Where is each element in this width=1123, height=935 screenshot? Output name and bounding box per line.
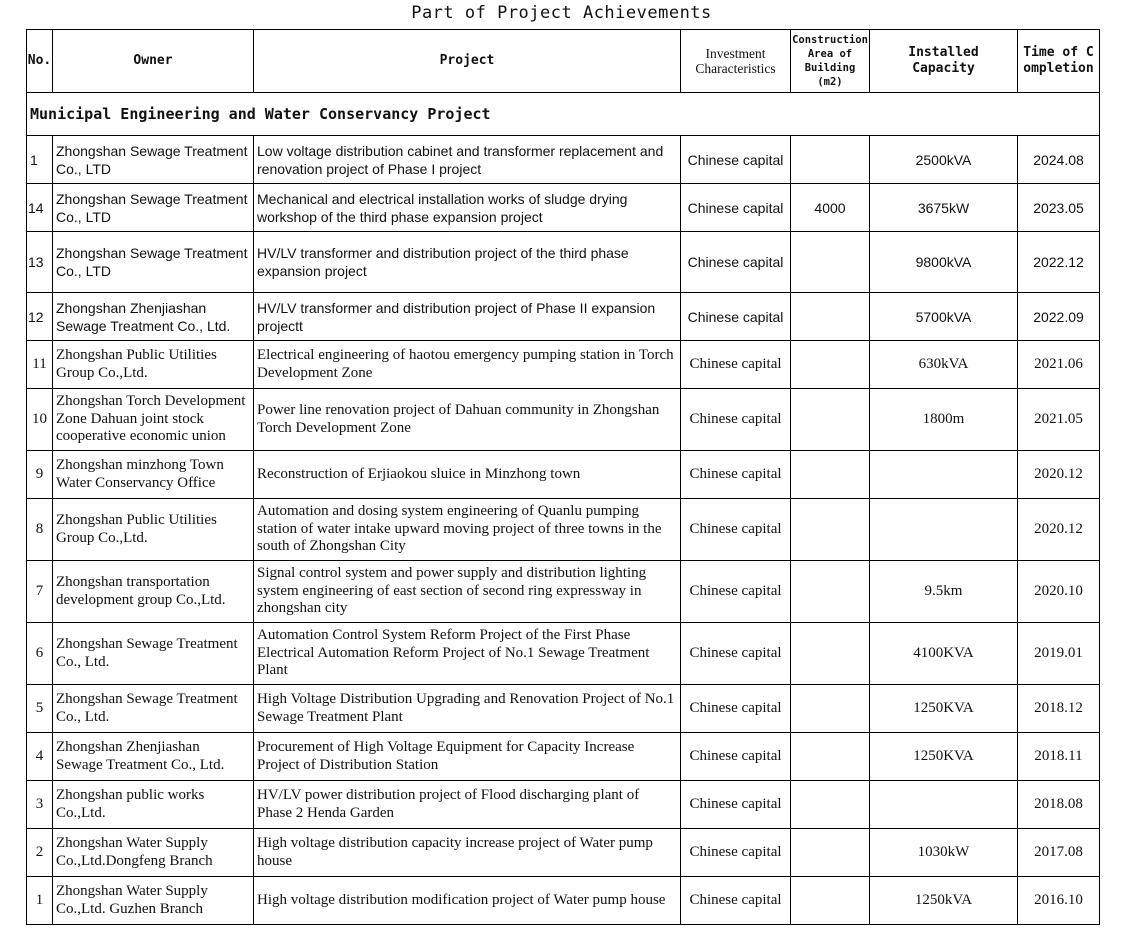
table-row [27,184,1100,232]
cell-owner: Zhongshan Sewage Treatment Co., LTD [53,136,254,184]
cell-owner: Zhongshan Public Utilities Group Co.,Ltd. [53,341,254,389]
header-project: Project [254,30,681,93]
cell-area [791,733,870,781]
cell-investment: Chinese capital [681,829,791,877]
cell-capacity: 4100KVA [870,623,1018,685]
table-row [27,136,1100,184]
cell-investment: Chinese capital [681,561,791,623]
table-header [27,30,1100,93]
cell-owner: Zhongshan transportation development group Co.,Ltd. [53,561,254,623]
cell-project: High voltage distribution capacity increase project of Water pump house [254,829,681,877]
cell-owner: Zhongshan Water Supply Co.,Ltd.Dongfeng Branch [53,829,254,877]
cell-area [791,232,870,293]
cell-time: 2022.12 [1018,232,1100,293]
cell-investment: Chinese capital [681,733,791,781]
table-row [27,781,1100,829]
header-area: Construction Area of Building (m2) [791,30,870,93]
cell-no: 1 [27,877,53,925]
cell-time: 2021.05 [1018,389,1100,451]
cell-capacity: 2500kVA [870,136,1018,184]
cell-investment: Chinese capital [681,389,791,451]
cell-investment: Chinese capital [681,232,791,293]
cell-time: 2019.01 [1018,623,1100,685]
table-row [27,499,1100,561]
cell-capacity: 5700kVA [870,293,1018,341]
cell-owner: Zhongshan public works Co.,Ltd. [53,781,254,829]
cell-time: 2024.08 [1018,136,1100,184]
cell-area [791,341,870,389]
cell-project: Mechanical and electrical installation works of sludge drying workshop of the third phase expansion project [254,184,681,232]
cell-investment: Chinese capital [681,293,791,341]
cell-capacity [870,451,1018,499]
section-title: Municipal Engineering and Water Conservancy Project [27,93,1100,136]
cell-owner: Zhongshan Public Utilities Group Co.,Ltd. [53,499,254,561]
table-row [27,341,1100,389]
cell-project: High Voltage Distribution Upgrading and Renovation Project of No.1 Sewage Treatment Plant [254,685,681,733]
cell-area [791,451,870,499]
cell-owner: Zhongshan Sewage Treatment Co., LTD [53,232,254,293]
cell-capacity: 1250kVA [870,877,1018,925]
page-title: Part of Project Achievements [411,3,712,23]
cell-no: 4 [27,733,53,781]
cell-area [791,561,870,623]
cell-project: Electrical engineering of haotou emergency pumping station in Torch Development Zone [254,341,681,389]
cell-area [791,293,870,341]
cell-project: Automation and dosing system engineering of Quanlu pumping station of water intake upward moving project of three towns in the south of Zhongshan City [254,499,681,561]
cell-no: 12 [27,293,53,341]
cell-owner: Zhongshan minzhong Town Water Conservancy Office [53,451,254,499]
cell-no: 2 [27,829,53,877]
cell-project: HV/LV transformer and distribution project of Phase II expansion projectt [254,293,681,341]
header-completion: Time of Completion [1018,30,1100,93]
cell-investment: Chinese capital [681,877,791,925]
cell-investment: Chinese capital [681,451,791,499]
cell-no: 11 [27,341,53,389]
cell-no: 10 [27,389,53,451]
cell-area: 4000 [791,184,870,232]
cell-investment: Chinese capital [681,184,791,232]
table-row [27,232,1100,293]
table-row [27,561,1100,623]
cell-time: 2018.11 [1018,733,1100,781]
table-row [27,389,1100,451]
cell-capacity: 9.5km [870,561,1018,623]
header-investment: Investment Characteristics [681,30,791,93]
cell-project: Signal control system and power supply and distribution lighting system engineering of east section of second ring expressway in zhongshan city [254,561,681,623]
cell-time: 2020.10 [1018,561,1100,623]
cell-area [791,389,870,451]
cell-area [791,685,870,733]
cell-owner: Zhongshan Sewage Treatment Co., Ltd. [53,623,254,685]
cell-time: 2018.12 [1018,685,1100,733]
cell-capacity: 1250KVA [870,733,1018,781]
cell-capacity: 3675kW [870,184,1018,232]
cell-investment: Chinese capital [681,781,791,829]
cell-capacity: 1800m [870,389,1018,451]
header-owner: Owner [53,30,254,93]
cell-time: 2023.05 [1018,184,1100,232]
cell-no: 6 [27,623,53,685]
cell-no: 8 [27,499,53,561]
table-row [27,733,1100,781]
cell-time: 2020.12 [1018,499,1100,561]
achievements-table [26,29,1100,925]
table-row [27,829,1100,877]
header-capacity: Installed Capacity [870,30,1018,93]
cell-owner: Zhongshan Torch Development Zone Dahuan joint stock cooperative economic union [53,389,254,451]
cell-project: High voltage distribution modification project of Water pump house [254,877,681,925]
cell-investment: Chinese capital [681,136,791,184]
cell-capacity [870,781,1018,829]
cell-project: Power line renovation project of Dahuan community in Zhongshan Torch Development Zone [254,389,681,451]
cell-owner: Zhongshan Sewage Treatment Co., LTD [53,184,254,232]
cell-owner: Zhongshan Water Supply Co.,Ltd. Guzhen Branch [53,877,254,925]
cell-investment: Chinese capital [681,499,791,561]
cell-owner: Zhongshan Zhenjiashan Sewage Treatment Co., Ltd. [53,733,254,781]
table-row [27,623,1100,685]
cell-capacity [870,499,1018,561]
cell-project: Procurement of High Voltage Equipment for Capacity Increase Project of Distribution Station [254,733,681,781]
cell-no: 14 [27,184,53,232]
cell-investment: Chinese capital [681,623,791,685]
cell-time: 2021.06 [1018,341,1100,389]
cell-time: 2022.09 [1018,293,1100,341]
table-row [27,685,1100,733]
cell-no: 7 [27,561,53,623]
cell-time: 2018.08 [1018,781,1100,829]
cell-no: 9 [27,451,53,499]
cell-investment: Chinese capital [681,685,791,733]
table-row [27,877,1100,925]
cell-project: Automation Control System Reform Project of the First Phase Electrical Automation Reform Project of No.1 Sewage Treatment Plant [254,623,681,685]
table-row [27,451,1100,499]
cell-project: Reconstruction of Erjiaokou sluice in Minzhong town [254,451,681,499]
table-body [27,93,1100,925]
cell-no: 1 [27,136,53,184]
cell-area [791,623,870,685]
cell-owner: Zhongshan Zhenjiashan Sewage Treatment Co., Ltd. [53,293,254,341]
cell-time: 2017.08 [1018,829,1100,877]
cell-area [791,499,870,561]
cell-project: HV/LV power distribution project of Flood discharging plant of Phase 2 Henda Garden [254,781,681,829]
cell-area [791,877,870,925]
cell-no: 13 [27,232,53,293]
cell-area [791,136,870,184]
cell-no: 3 [27,781,53,829]
cell-capacity: 9800kVA [870,232,1018,293]
table-row [27,293,1100,341]
cell-no: 5 [27,685,53,733]
cell-investment: Chinese capital [681,341,791,389]
cell-project: HV/LV transformer and distribution project of the third phase expansion project [254,232,681,293]
cell-capacity: 1030kW [870,829,1018,877]
header-no: No. [27,30,53,93]
cell-owner: Zhongshan Sewage Treatment Co., Ltd. [53,685,254,733]
cell-time: 2016.10 [1018,877,1100,925]
cell-capacity: 630kVA [870,341,1018,389]
cell-project: Low voltage distribution cabinet and transformer replacement and renovation project of Phase I project [254,136,681,184]
cell-area [791,781,870,829]
cell-capacity: 1250KVA [870,685,1018,733]
cell-time: 2020.12 [1018,451,1100,499]
cell-area [791,829,870,877]
